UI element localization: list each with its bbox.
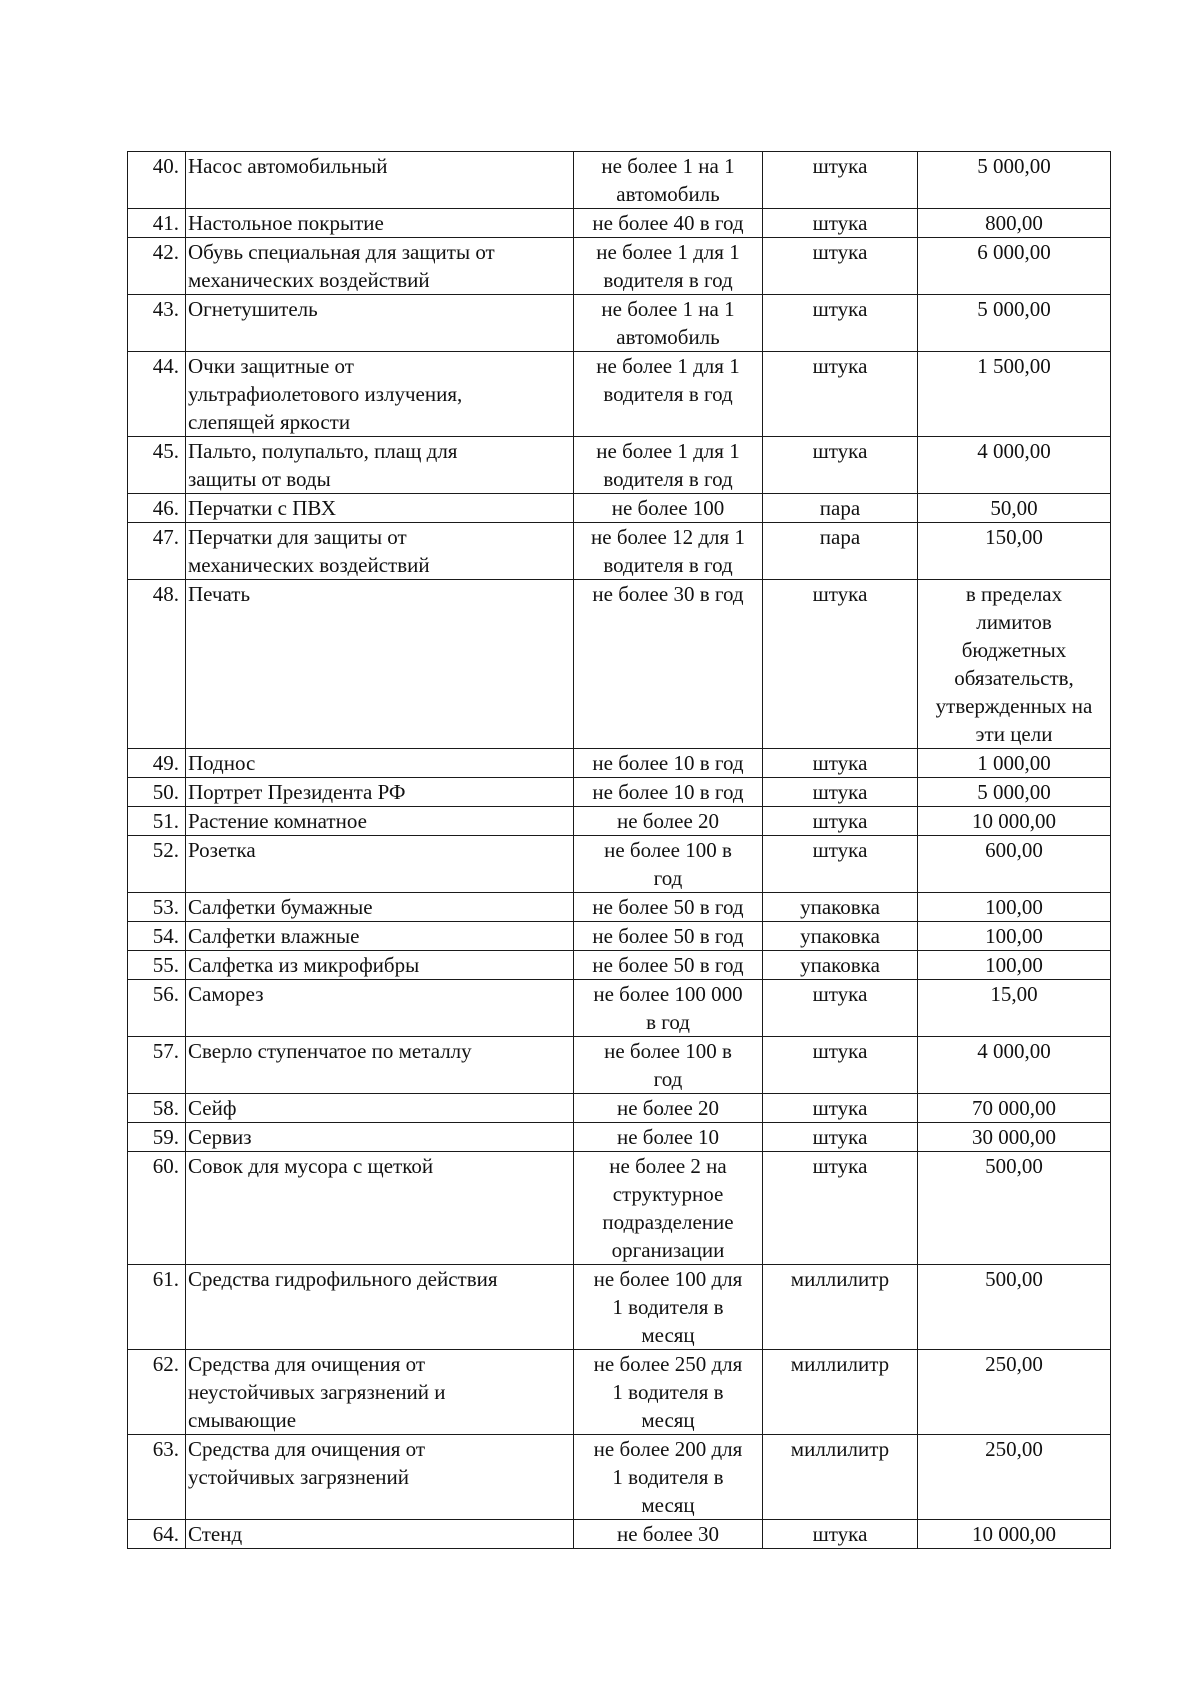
item-name-cell: [186, 980, 574, 1037]
quantity-norm: не более 1 для 1 водителя в год: [596, 439, 740, 491]
unit-price-cell: [918, 1350, 1111, 1435]
unit-of-measure-cell: [763, 980, 918, 1037]
row-number: 59.: [152, 1125, 179, 1149]
unit-price-cell: [918, 295, 1111, 352]
row-number-cell: [128, 836, 186, 893]
unit-of-measure-cell: [763, 1520, 918, 1549]
quantity-norm-cell: [574, 238, 763, 295]
item-name-cell: [186, 494, 574, 523]
table-row: [128, 980, 1111, 1037]
unit-price: 5 000,00: [977, 297, 1051, 321]
item-name: Перчатки с ПВХ: [188, 496, 337, 520]
unit-of-measure: штука: [812, 1125, 868, 1149]
quantity-norm-cell: [574, 437, 763, 494]
table-row: [128, 494, 1111, 523]
item-name: Настольное покрытие: [188, 211, 384, 235]
item-name-cell: [186, 238, 574, 295]
row-number-cell: [128, 523, 186, 580]
unit-price: 5 000,00: [977, 780, 1051, 804]
quantity-norm: не более 100: [611, 496, 725, 520]
quantity-norm: не более 200 для 1 водителя в месяц: [593, 1437, 743, 1517]
item-name-cell: [186, 295, 574, 352]
row-number: 61.: [152, 1267, 179, 1291]
row-number-cell: [128, 494, 186, 523]
quantity-norm: не более 2 на структурное подразделение организации: [602, 1154, 734, 1262]
unit-price: в пределах лимитов бюджетных обязательств, утвержденных на эти цели: [935, 582, 1093, 746]
unit-price-cell: [918, 1094, 1111, 1123]
quantity-norm: не более 10: [616, 1125, 720, 1149]
table-row: [128, 836, 1111, 893]
item-name-cell: [186, 1152, 574, 1265]
unit-of-measure: пара: [819, 525, 861, 549]
row-number: 52.: [152, 838, 179, 862]
row-number-cell: [128, 1152, 186, 1265]
row-number-cell: [128, 749, 186, 778]
item-name: Сверло ступенчатое по металлу: [188, 1039, 472, 1063]
quantity-norm-cell: [574, 1152, 763, 1265]
quantity-norm-cell: [574, 980, 763, 1037]
item-name-cell: [186, 951, 574, 980]
row-number-cell: [128, 1520, 186, 1549]
row-number-cell: [128, 951, 186, 980]
unit-price-cell: [918, 807, 1111, 836]
unit-price-cell: [918, 437, 1111, 494]
unit-price-cell: [918, 1037, 1111, 1094]
unit-price-cell: [918, 1123, 1111, 1152]
quantity-norm: не более 30 в год: [592, 582, 744, 606]
unit-of-measure: штука: [812, 211, 868, 235]
unit-of-measure-cell: [763, 352, 918, 437]
quantity-norm-cell: [574, 951, 763, 980]
unit-of-measure: штука: [812, 1522, 868, 1546]
row-number: 55.: [152, 953, 179, 977]
item-name-cell: [186, 893, 574, 922]
item-name: Огнетушитель: [188, 297, 318, 321]
item-name: Стенд: [188, 1522, 243, 1546]
table-row: [128, 893, 1111, 922]
unit-price: 10 000,00: [972, 1522, 1056, 1546]
quantity-norm: не более 250 для 1 водителя в месяц: [593, 1352, 743, 1432]
unit-of-measure: упаковка: [800, 895, 880, 919]
item-name-cell: [186, 1435, 574, 1520]
item-name: Очки защитные от ультрафиолетового излучения, слепящей яркости: [188, 354, 463, 434]
quantity-norm-cell: [574, 1520, 763, 1549]
item-name: Печать: [188, 582, 251, 606]
unit-of-measure-cell: [763, 1350, 918, 1435]
quantity-norm: не более 50 в год: [592, 953, 744, 977]
unit-of-measure-cell: [763, 951, 918, 980]
unit-of-measure-cell: [763, 778, 918, 807]
unit-price: 50,00: [990, 496, 1038, 520]
unit-price-cell: [918, 580, 1111, 749]
row-number: 54.: [152, 924, 179, 948]
unit-price-cell: [918, 209, 1111, 238]
table-row: [128, 1265, 1111, 1350]
quantity-norm-cell: [574, 749, 763, 778]
unit-of-measure-cell: [763, 1094, 918, 1123]
unit-price: 6 000,00: [977, 240, 1051, 264]
row-number: 47.: [152, 525, 179, 549]
unit-price-cell: [918, 1435, 1111, 1520]
row-number-cell: [128, 295, 186, 352]
item-name: Саморез: [188, 982, 264, 1006]
unit-of-measure: миллилитр: [790, 1352, 890, 1376]
table-row: [128, 209, 1111, 238]
item-name: Обувь специальная для защиты от механических воздействий: [188, 240, 495, 292]
table-row: [128, 1123, 1111, 1152]
unit-of-measure-cell: [763, 209, 918, 238]
unit-of-measure: штука: [812, 1039, 868, 1063]
row-number: 45.: [152, 439, 179, 463]
row-number-cell: [128, 922, 186, 951]
unit-of-measure-cell: [763, 1123, 918, 1152]
quantity-norm-cell: [574, 152, 763, 209]
row-number-cell: [128, 1094, 186, 1123]
unit-of-measure-cell: [763, 523, 918, 580]
table-row: [128, 523, 1111, 580]
item-name-cell: [186, 209, 574, 238]
quantity-norm-cell: [574, 580, 763, 749]
item-name: Салфетки бумажные: [188, 895, 373, 919]
quantity-norm: не более 100 в год: [604, 1039, 732, 1091]
quantity-norm: не более 50 в год: [592, 924, 744, 948]
quantity-norm-cell: [574, 352, 763, 437]
unit-of-measure-cell: [763, 1037, 918, 1094]
quantity-norm-cell: [574, 778, 763, 807]
unit-of-measure-cell: [763, 1152, 918, 1265]
unit-of-measure-cell: [763, 1435, 918, 1520]
unit-of-measure: штука: [812, 582, 868, 606]
row-number-cell: [128, 1123, 186, 1152]
unit-price-cell: [918, 352, 1111, 437]
quantity-norm: не более 1 для 1 водителя в год: [596, 240, 740, 292]
unit-of-measure-cell: [763, 749, 918, 778]
unit-price-cell: [918, 1152, 1111, 1265]
unit-of-measure: упаковка: [800, 953, 880, 977]
unit-price: 100,00: [985, 953, 1043, 977]
unit-of-measure-cell: [763, 152, 918, 209]
table-row: [128, 1152, 1111, 1265]
item-name: Средства для очищения от устойчивых загрязнений: [188, 1437, 426, 1489]
row-number: 50.: [152, 780, 179, 804]
unit-of-measure: штука: [812, 240, 868, 264]
unit-of-measure: штука: [812, 780, 868, 804]
unit-price: 500,00: [985, 1154, 1043, 1178]
unit-price-cell: [918, 951, 1111, 980]
item-name: Средства гидрофильного действия: [188, 1267, 498, 1291]
row-number: 41.: [152, 211, 179, 235]
unit-of-measure-cell: [763, 893, 918, 922]
quantity-norm: не более 1 для 1 водителя в год: [596, 354, 740, 406]
unit-of-measure: миллилитр: [790, 1267, 890, 1291]
row-number: 48.: [152, 582, 179, 606]
row-number: 53.: [152, 895, 179, 919]
quantity-norm: не более 20: [616, 809, 720, 833]
row-number: 56.: [152, 982, 179, 1006]
table-row: [128, 1350, 1111, 1435]
unit-price-cell: [918, 494, 1111, 523]
row-number-cell: [128, 437, 186, 494]
quantity-norm-cell: [574, 1350, 763, 1435]
unit-of-measure-cell: [763, 1265, 918, 1350]
unit-price-cell: [918, 1265, 1111, 1350]
table-row: [128, 1094, 1111, 1123]
unit-price: 150,00: [985, 525, 1043, 549]
quantity-norm: не более 20: [616, 1096, 720, 1120]
table-row: [128, 778, 1111, 807]
quantity-norm-cell: [574, 1265, 763, 1350]
quantity-norm-cell: [574, 523, 763, 580]
item-name-cell: [186, 1123, 574, 1152]
unit-price: 15,00: [990, 982, 1038, 1006]
item-name-cell: [186, 922, 574, 951]
table-row: [128, 922, 1111, 951]
unit-of-measure-cell: [763, 295, 918, 352]
item-name-cell: [186, 778, 574, 807]
unit-of-measure: штука: [812, 982, 868, 1006]
row-number-cell: [128, 152, 186, 209]
unit-of-measure-cell: [763, 238, 918, 295]
unit-price-cell: [918, 980, 1111, 1037]
row-number: 64.: [152, 1522, 179, 1546]
table-row: [128, 295, 1111, 352]
unit-price-cell: [918, 778, 1111, 807]
table-body: [128, 152, 1111, 1549]
unit-price: 4 000,00: [977, 439, 1051, 463]
unit-of-measure: миллилитр: [790, 1437, 890, 1461]
quantity-norm: не более 50 в год: [592, 895, 744, 919]
unit-of-measure-cell: [763, 836, 918, 893]
unit-of-measure: штука: [812, 751, 868, 775]
unit-price: 5 000,00: [977, 154, 1051, 178]
unit-price: 250,00: [985, 1352, 1043, 1376]
supplies-table: [127, 151, 1111, 1549]
item-name: Поднос: [188, 751, 256, 775]
unit-of-measure-cell: [763, 437, 918, 494]
quantity-norm-cell: [574, 295, 763, 352]
unit-of-measure: штука: [812, 1154, 868, 1178]
unit-price-cell: [918, 749, 1111, 778]
table-row: [128, 580, 1111, 749]
quantity-norm-cell: [574, 209, 763, 238]
item-name-cell: [186, 352, 574, 437]
unit-price: 10 000,00: [972, 809, 1056, 833]
quantity-norm: не более 30: [616, 1522, 720, 1546]
item-name-cell: [186, 437, 574, 494]
unit-of-measure: штука: [812, 809, 868, 833]
table-row: [128, 807, 1111, 836]
row-number: 40.: [152, 154, 179, 178]
quantity-norm-cell: [574, 494, 763, 523]
unit-price: 1 500,00: [977, 354, 1051, 378]
unit-price: 30 000,00: [972, 1125, 1056, 1149]
table-row: [128, 749, 1111, 778]
item-name-cell: [186, 749, 574, 778]
quantity-norm: не более 100 000 в год: [593, 982, 743, 1034]
unit-of-measure: штука: [812, 439, 868, 463]
quantity-norm: не более 40 в год: [592, 211, 744, 235]
unit-price: 250,00: [985, 1437, 1043, 1461]
unit-price: 600,00: [985, 838, 1043, 862]
unit-of-measure: штука: [812, 1096, 868, 1120]
quantity-norm-cell: [574, 1094, 763, 1123]
item-name: Пальто, полупальто, плащ для защиты от воды: [188, 439, 458, 491]
item-name: Средства для очищения от неустойчивых загрязнений и смывающие: [188, 1352, 446, 1432]
unit-price-cell: [918, 238, 1111, 295]
unit-of-measure: штука: [812, 354, 868, 378]
row-number: 62.: [152, 1352, 179, 1376]
unit-price-cell: [918, 1520, 1111, 1549]
table-row: [128, 1037, 1111, 1094]
item-name: Сервиз: [188, 1125, 252, 1149]
quantity-norm: не более 10 в год: [592, 751, 744, 775]
unit-price: 800,00: [985, 211, 1043, 235]
row-number-cell: [128, 893, 186, 922]
quantity-norm-cell: [574, 836, 763, 893]
item-name: Растение комнатное: [188, 809, 367, 833]
quantity-norm-cell: [574, 1435, 763, 1520]
unit-price: 70 000,00: [972, 1096, 1056, 1120]
quantity-norm-cell: [574, 807, 763, 836]
item-name-cell: [186, 1094, 574, 1123]
unit-of-measure-cell: [763, 922, 918, 951]
row-number: 43.: [152, 297, 179, 321]
row-number-cell: [128, 778, 186, 807]
unit-of-measure: пара: [819, 496, 861, 520]
item-name-cell: [186, 1037, 574, 1094]
item-name: Насос автомобильный: [188, 154, 388, 178]
item-name: Портрет Президента РФ: [188, 780, 406, 804]
item-name-cell: [186, 580, 574, 749]
row-number-cell: [128, 580, 186, 749]
item-name-cell: [186, 1350, 574, 1435]
item-name: Розетка: [188, 838, 256, 862]
unit-price: 500,00: [985, 1267, 1043, 1291]
unit-price-cell: [918, 836, 1111, 893]
item-name-cell: [186, 523, 574, 580]
row-number: 51.: [152, 809, 179, 833]
quantity-norm-cell: [574, 1037, 763, 1094]
quantity-norm: не более 10 в год: [592, 780, 744, 804]
unit-price: 100,00: [985, 895, 1043, 919]
row-number: 58.: [152, 1096, 179, 1120]
item-name-cell: [186, 152, 574, 209]
item-name-cell: [186, 1265, 574, 1350]
quantity-norm: не более 100 в год: [604, 838, 732, 890]
table-row: [128, 152, 1111, 209]
unit-of-measure: штука: [812, 154, 868, 178]
row-number: 44.: [152, 354, 179, 378]
unit-of-measure: штука: [812, 297, 868, 321]
item-name-cell: [186, 836, 574, 893]
item-name: Совок для мусора с щеткой: [188, 1154, 434, 1178]
row-number-cell: [128, 1435, 186, 1520]
row-number-cell: [128, 1037, 186, 1094]
unit-of-measure: упаковка: [800, 924, 880, 948]
row-number: 63.: [152, 1437, 179, 1461]
quantity-norm-cell: [574, 1123, 763, 1152]
quantity-norm: не более 12 для 1 водителя в год: [591, 525, 745, 577]
unit-price-cell: [918, 893, 1111, 922]
item-name-cell: [186, 807, 574, 836]
unit-of-measure-cell: [763, 580, 918, 749]
table-row: [128, 951, 1111, 980]
item-name: Салфетка из микрофибры: [188, 953, 420, 977]
row-number-cell: [128, 238, 186, 295]
quantity-norm: не более 100 для 1 водителя в месяц: [593, 1267, 743, 1347]
item-name: Перчатки для защиты от механических воздействий: [188, 525, 430, 577]
unit-price-cell: [918, 152, 1111, 209]
table-row: [128, 1520, 1111, 1549]
row-number: 57.: [152, 1039, 179, 1063]
row-number-cell: [128, 980, 186, 1037]
unit-of-measure-cell: [763, 807, 918, 836]
unit-of-measure: штука: [812, 838, 868, 862]
row-number-cell: [128, 1350, 186, 1435]
quantity-norm: не более 1 на 1 автомобиль: [601, 297, 735, 349]
quantity-norm-cell: [574, 893, 763, 922]
quantity-norm-cell: [574, 922, 763, 951]
row-number-cell: [128, 209, 186, 238]
quantity-norm: не более 1 на 1 автомобиль: [601, 154, 735, 206]
table-row: [128, 238, 1111, 295]
unit-price-cell: [918, 523, 1111, 580]
unit-price: 4 000,00: [977, 1039, 1051, 1063]
row-number: 60.: [152, 1154, 179, 1178]
table-row: [128, 1435, 1111, 1520]
unit-price-cell: [918, 922, 1111, 951]
item-name: Сейф: [188, 1096, 237, 1120]
item-name: Салфетки влажные: [188, 924, 360, 948]
table-row: [128, 437, 1111, 494]
row-number: 46.: [152, 496, 179, 520]
unit-price: 1 000,00: [977, 751, 1051, 775]
table-row: [128, 352, 1111, 437]
row-number-cell: [128, 1265, 186, 1350]
unit-price: 100,00: [985, 924, 1043, 948]
unit-of-measure-cell: [763, 494, 918, 523]
row-number: 42.: [152, 240, 179, 264]
row-number-cell: [128, 807, 186, 836]
row-number-cell: [128, 352, 186, 437]
row-number: 49.: [152, 751, 179, 775]
item-name-cell: [186, 1520, 574, 1549]
